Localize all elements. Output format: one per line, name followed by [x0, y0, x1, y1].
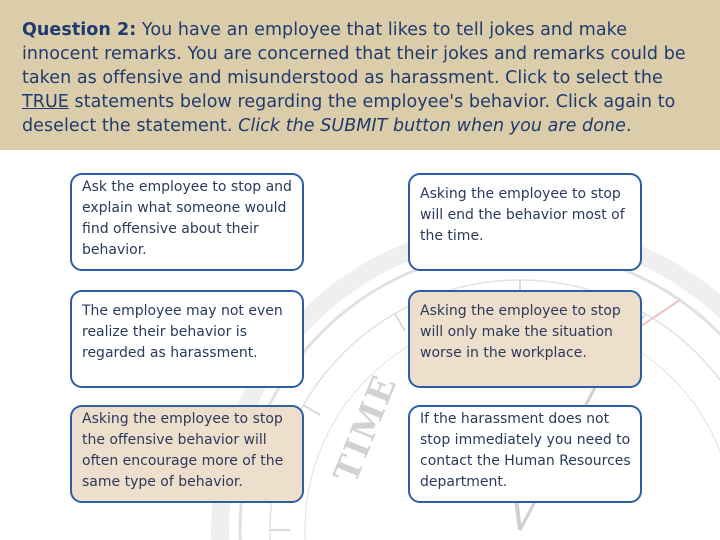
question-header [0, 0, 720, 150]
option-card-stop-ends-behavior[interactable] [408, 173, 642, 271]
option-text: The employee may not even realize their behavior is regarded as harassment. [82, 303, 283, 361]
option-text: Asking the employee to stop will end the behavior most of the time. [420, 186, 625, 244]
option-card-contact-hr[interactable] [408, 405, 642, 503]
clock-word: TIME [326, 368, 406, 489]
submit-instruction: Click the SUBMIT button when you are done [238, 116, 626, 136]
option-text: Ask the employee to stop and explain what someone would find offensive about their behavior. [82, 179, 292, 258]
option-text: Asking the employee to stop the offensive behavior will often encourage more of the same type of behavior. [82, 411, 284, 490]
option-text: If the harassment does not stop immediately you need to contact the Human Resources department. [420, 411, 631, 490]
option-card-may-not-realize[interactable] [70, 290, 304, 388]
question-text-b: statements below regarding the employee's behavior. Click again to deselect the statement. [22, 92, 676, 136]
question-end: . [625, 116, 632, 136]
question-label: Question 2: [22, 20, 137, 40]
true-keyword: TRUE [22, 92, 69, 112]
question-text-a: You have an employee that likes to tell jokes and make innocent remarks. You are concerned that their jokes and remarks could be taken as offensive and misunderstood as harassment. Click to select the [22, 20, 686, 88]
option-card-makes-worse[interactable] [408, 290, 642, 388]
option-card-ask-and-explain[interactable] [70, 173, 304, 271]
option-text: Asking the employee to stop will only make the situation worse in the workplace. [420, 303, 621, 361]
option-card-encourages-more[interactable] [70, 405, 304, 503]
